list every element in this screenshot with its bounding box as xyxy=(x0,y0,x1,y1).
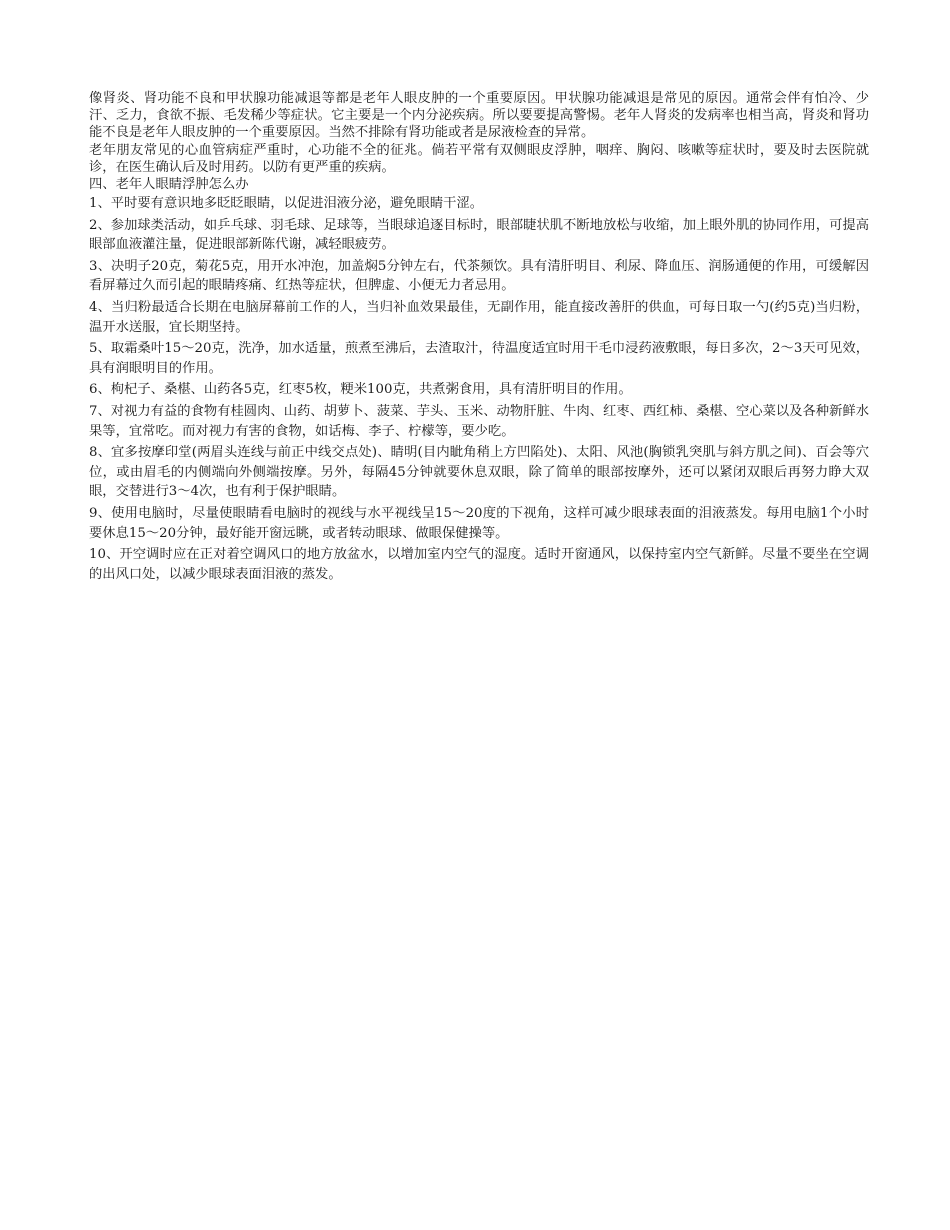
list-item-4: 4、当归粉最适合长期在电脑屏幕前工作的人，当归补血效果最佳，无副作用，能直接改善肝的供血，可每日取一勺(约5克)当归粉，温开水送服，宜长期坚持。 xyxy=(89,299,869,335)
intro-paragraph-1: 像肾炎、肾功能不良和甲状腺功能减退等都是老年人眼皮肿的一个重要原因。甲状腺功能减退是常见的原因。通常会伴有怕冷、少汗、乏力，食欲不振、毛发稀少等症状。它主要是一个内分泌疾病。所以要要提高警惕。老年人肾炎的发病率也相当高，肾炎和肾功能不良是老年人眼皮肿的一个重要原因。当然不排除有肾功能或者是尿液检查的异常。 xyxy=(89,91,869,141)
list-item-3: 3、决明子20克，菊花5克，用开水冲泡，加盖焖5分钟左右，代茶频饮。具有清肝明目、利尿、降血压、润肠通便的作用，可缓解因看屏幕过久而引起的眼睛疼痛、红热等症状，但脾虚、小便无力者忌用。 xyxy=(89,258,869,294)
list-item-5: 5、取霜桑叶15～20克，洗净，加水适量，煎煮至沸后，去渣取汁，待温度适宜时用干毛巾浸药液敷眼，每日多次，2～3天可见效，具有润眼明目的作用。 xyxy=(89,341,869,376)
list-item-7: 7、对视力有益的食物有桂圆肉、山药、胡萝卜、菠菜、芋头、玉米、动物肝脏、牛肉、红枣、西红柿、桑椹、空心菜以及各种新鲜水果等，宜常吃。而对视力有害的食物，如话梅、李子、柠檬等，要少吃。 xyxy=(89,403,869,439)
list-item-1: 1、平时要有意识地多眨眨眼睛，以促进泪液分泌，避免眼睛干涩。 xyxy=(89,196,484,212)
list-item-8: 8、宜多按摩印堂(两眉头连线与前正中线交点处)、睛明(目内眦角稍上方凹陷处)、太阳、风池(胸锁乳突肌与斜方肌之间)、百会等穴位，或由眉毛的内侧端向外侧端按摩。另外，每隔45分钟就要休息双眼，除了简单的眼部按摩外，还可以紧闭双眼后再努力睁大双眼，交替进行3～4次，也有利于保护眼睛。 xyxy=(89,445,869,500)
section-heading: 四、老年人眼睛浮肿怎么办 xyxy=(89,177,249,193)
document-body xyxy=(89,90,869,586)
list-item-6: 6、枸杞子、桑椹、山药各5克，红枣5枚，粳米100克，共煮粥食用，具有清肝明目的作用。 xyxy=(89,382,632,398)
list-item-9: 9、使用电脑时，尽量使眼睛看电脑时的视线与水平视线呈15～20度的下视角，这样可减少眼球表面的泪液蒸发。每用电脑1个小时要休息15～20分钟，最好能开窗远眺，或者转动眼球、做眼保健操等。 xyxy=(89,505,869,541)
intro-paragraph-2: 老年朋友常见的心血管病症严重时，心功能不全的征兆。倘若平常有双侧眼皮浮肿，咽痒、胸闷、咳嗽等症状时，要及时去医院就诊，在医生确认后及时用药。以防有更严重的疾病。 xyxy=(89,142,869,175)
list-item-10: 10、开空调时应在正对着空调风口的地方放盆水，以增加室内空气的湿度。适时开窗通风，以保持室内空气新鲜。尽量不要坐在空调的出风口处，以减少眼球表面泪液的蒸发。 xyxy=(89,547,869,582)
list-item-2: 2、参加球类活动，如乒乓球、羽毛球、足球等，当眼球追逐目标时，眼部睫状肌不断地放松与收缩，加上眼外肌的协同作用，可提高眼部血液灌注量，促进眼部新陈代谢，减轻眼疲劳。 xyxy=(89,217,869,253)
